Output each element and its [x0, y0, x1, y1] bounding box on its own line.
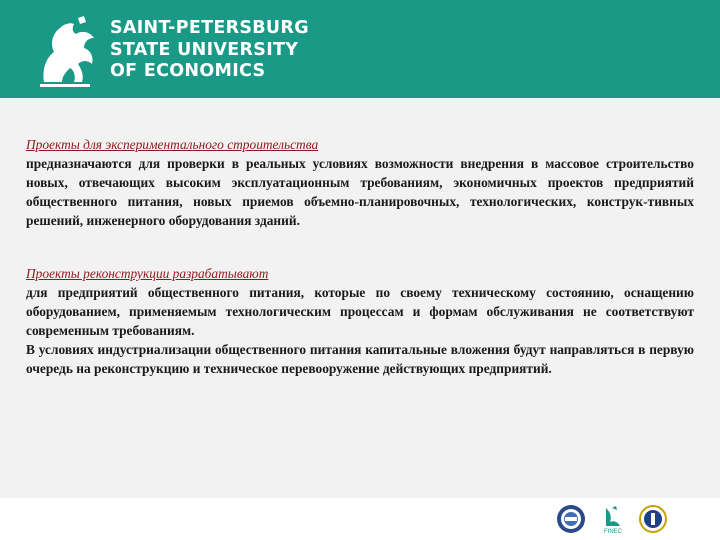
- university-seal-icon: [556, 504, 586, 534]
- finec-label: FINEC: [604, 529, 622, 534]
- footer-logos: [0, 498, 720, 540]
- griffin-logo-icon: [34, 14, 100, 88]
- university-name-line1: SAINT-PETERSBURG: [110, 18, 309, 38]
- university-name-line3: OF ECONOMICS: [110, 61, 266, 81]
- university-name: [110, 18, 309, 83]
- section-reconstruction-body-2: В условиях индустриализации общественного питания капитальные вложения будут направляться в первую очередь на реконструкцию и техническое перевооружение действующих предприятий.: [26, 342, 694, 376]
- section-reconstruction-heading: Проекты реконструкции разрабатывают: [26, 266, 269, 281]
- header-banner: [0, 0, 720, 98]
- section-experimental-heading: Проекты для экспериментального строительства: [26, 137, 319, 152]
- university-name-line2: STATE UNIVERSITY: [110, 39, 299, 60]
- emblem-logo-icon: [638, 504, 668, 534]
- section-reconstruction-body-1: для предприятий общественного питания, которые по своему техническому состоянию, оснащению оборудованием, применяемым технологическим процессам и формам обслуживания не соответствуют современным требованиям.: [26, 285, 694, 338]
- slide-content: [0, 98, 720, 498]
- finec-logo-icon: [598, 504, 628, 534]
- section-experimental: [26, 135, 694, 230]
- section-reconstruction: [26, 264, 694, 378]
- section-experimental-body: предназначаются для проверки в реальных условиях возможности внедрения в массовое строительство новых, отвечающих высоким эксплуатационным требованиям, экономичных проектов предприятий общественного питания, новых приемов объемно-планировочных, технологических, конструк-тивных решений, инженерного оборудования зданий.: [26, 156, 694, 228]
